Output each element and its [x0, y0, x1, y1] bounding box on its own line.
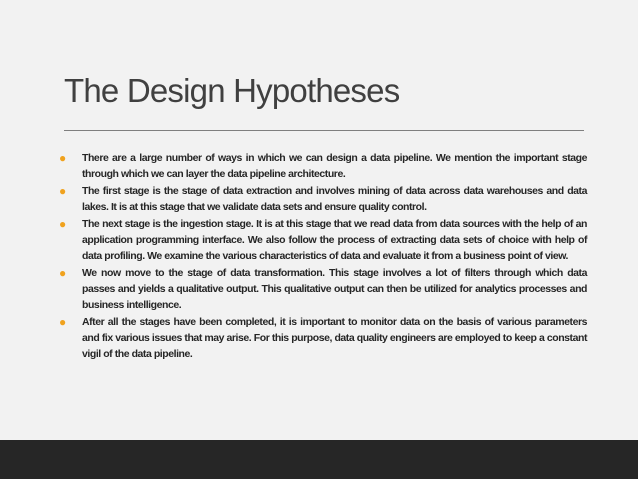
footer-bar [0, 440, 638, 479]
bullet-dot-icon: ● [59, 151, 67, 165]
bullet-text: We now move to the stage of data transformation. This stage involves a lot of filters through which data passes and yields a qualitative output. This qualitative output can then be utilized for analytics processes and business intelligence. [82, 267, 587, 311]
bullet-text: The next stage is the ingestion stage. It is at this stage that we read data from data sources with the help of an application programming interface. We also follow the process of extracting data sets of choice with help of data profiling. We examine the various characteristics of data and evaluate it from a business point of view. [82, 218, 587, 262]
bullet-item [59, 150, 587, 182]
slide-title: The Design Hypotheses [64, 72, 400, 109]
bullet-item [59, 314, 587, 362]
bullet-item [59, 265, 587, 313]
bullet-text: After all the stages have been completed, it is important to monitor data on the basis of various parameters and fix various issues that may arise. For this purpose, data quality engineers are employed to keep a constant vigil of the data pipeline. [82, 316, 587, 360]
title-divider [64, 130, 584, 131]
bullet-item [59, 216, 587, 264]
bullet-list [59, 150, 587, 363]
bullet-item [59, 183, 587, 215]
bullet-text: The first stage is the stage of data extraction and involves mining of data across data warehouses and data lakes. It is at this stage that we validate data sets and ensure quality control. [82, 185, 587, 213]
bullet-dot-icon: ● [59, 266, 67, 280]
bullet-text: There are a large number of ways in which we can design a data pipeline. We mention the important stage through which we can layer the data pipeline architecture. [82, 152, 587, 180]
bullet-dot-icon: ● [59, 315, 67, 329]
bullet-dot-icon: ● [59, 217, 67, 231]
bullet-dot-icon: ● [59, 184, 67, 198]
